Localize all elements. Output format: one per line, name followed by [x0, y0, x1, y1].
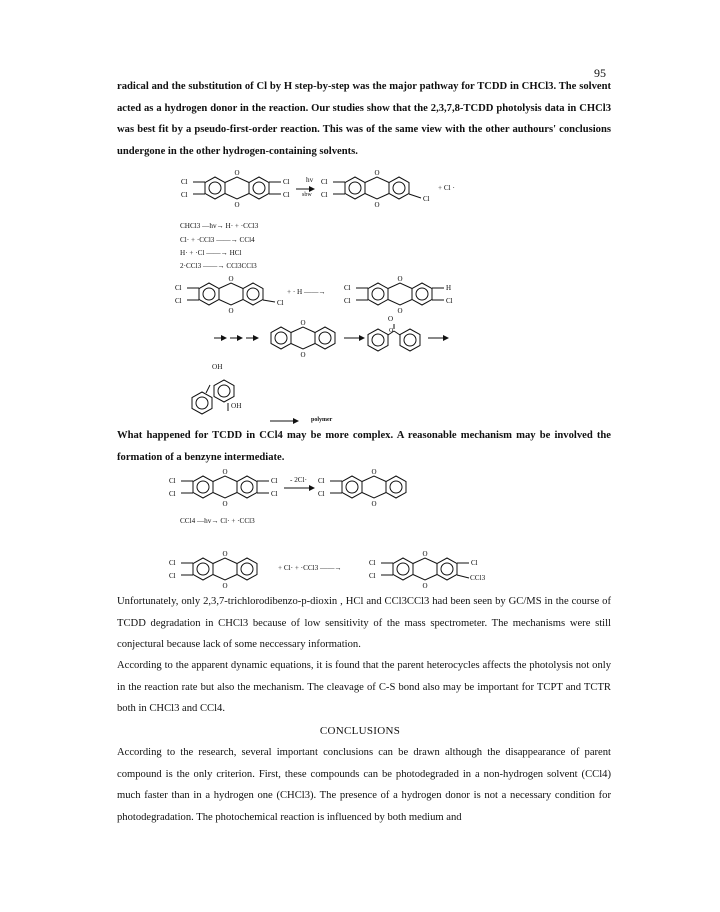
svg-text:Cl: Cl — [369, 572, 376, 580]
paragraph-1: radical and the substitution of Cl by H step-by-step was the major pathway for TCDD in CHCl3. The solvent acted as a hydrogen donor in the reaction. Our studies show that the 2,3,7,8-TCDD photolysis data in CHCl3 was best fit by a pseudo-first-order reaction. This was of the same view with the other authours' conclusions undergone in the other hydrogen-containing solvents. — [117, 81, 611, 157]
svg-text:O: O — [222, 468, 228, 476]
plus-cl-radical: + Cl · — [438, 184, 455, 192]
dibenzo-dioxin-structure — [271, 319, 335, 359]
ccl3-label: CCl3 — [470, 574, 486, 582]
trichloro-radical-structure-2 — [175, 275, 284, 315]
benzyne-structure — [318, 468, 406, 508]
rxn-line-1: CHCl3 —hv→ H· + ·CCl3 — [180, 222, 259, 230]
svg-text:O: O — [228, 275, 234, 283]
svg-text:Cl: Cl — [369, 559, 376, 567]
paragraph-3: Unfortunately, only 2,3,7-trichlorodibenzo-p-dioxin , HCl and CCl3CCl3 had been seen by GC/MS in the course of TCDD degradation in CHCl3 because of low sensitivity of the mass spectrometer. The mechanisms were still conjectural because lack of some neccessary information. — [117, 596, 611, 650]
svg-text:Cl: Cl — [344, 284, 351, 292]
svg-text:O: O — [300, 319, 306, 327]
svg-text:Cl: Cl — [181, 191, 188, 199]
svg-text:Cl: Cl — [271, 477, 278, 485]
trichloro-radical-structure — [321, 169, 430, 209]
plus-h-radical: + · H ——→ — [287, 288, 326, 296]
plus-cl-ccl3: + Cl· + ·CCl3 ——→ — [278, 564, 342, 572]
tcdd-structure — [181, 169, 290, 209]
svg-text:O: O — [422, 550, 428, 558]
paragraph-5: According to the research, several important conclusions can be drawn although the disappearance of parent compound is the only criterion. First, these compounds can be photodegraded in a non-hydrogen solvent (CCl4) much faster than in a hydrogen one (CHCl3). The presence of a hydrogen donor is not a necessary condition for photodegradation. The photochemical reaction is influenced by both medium and — [117, 747, 611, 823]
svg-text:Cl: Cl — [283, 178, 290, 186]
svg-text:Cl: Cl — [175, 284, 182, 292]
svg-text:O: O — [222, 550, 228, 558]
svg-text:Cl: Cl — [181, 178, 188, 186]
svg-text:Cl: Cl — [169, 559, 176, 567]
svg-text:O: O — [374, 201, 380, 209]
scheme-2 — [0, 462, 720, 592]
cond-sbw: sbw — [302, 192, 312, 198]
svg-text:O: O — [300, 351, 306, 359]
svg-text:O: O — [397, 275, 403, 283]
polymer-label: polymer — [311, 417, 333, 423]
hydroxy-diphenyl-ether-structure — [368, 324, 420, 351]
paragraph-2: What happened for TCDD in CCl4 may be more complex. A reasonable mechanism may be involved the formation of a benzyne intermediate. — [117, 430, 611, 463]
cond-hv: hv — [306, 176, 314, 184]
rxn-line-4: 2·CCl3 ——→ CCl3CCl3 — [180, 262, 257, 270]
svg-text:Cl: Cl — [169, 477, 176, 485]
svg-text:O: O — [371, 500, 377, 508]
rxn-line-2: Cl· + ·CCl3 ——→ CCl4 — [180, 236, 255, 244]
svg-text:Cl: Cl — [344, 297, 351, 305]
svg-text:O: O — [234, 201, 240, 209]
paragraph-4: According to the apparent dynamic equations, it is found that the parent heterocycles affects the photolysis not only in the reaction rate but also the mechanism. The cleavage of C-S bond also may be important for TCPT and TCTR both in CHCl3 and CCl4. — [117, 660, 611, 714]
svg-text:Cl: Cl — [175, 297, 182, 305]
cond-minus-2cl: - 2Cl· — [290, 476, 307, 484]
svg-text:Cl: Cl — [321, 178, 328, 186]
svg-text:Cl: Cl — [169, 490, 176, 498]
benzyne-structure-2 — [169, 550, 257, 590]
conclusions-heading: CONCLUSIONS — [319, 725, 401, 737]
svg-text:O: O — [371, 468, 377, 476]
svg-text:Cl: Cl — [471, 559, 478, 567]
svg-text:Cl: Cl — [318, 490, 325, 498]
svg-text:O: O — [389, 328, 394, 334]
oh-label-2: OH — [231, 402, 242, 410]
svg-text:H: H — [446, 284, 452, 292]
svg-text:Cl: Cl — [318, 477, 325, 485]
ccl4-photolysis: CCl4 —hv→ Cl· + ·CCl3 — [180, 517, 255, 525]
svg-text:O: O — [374, 169, 380, 177]
svg-text:Cl: Cl — [277, 299, 284, 307]
svg-text:Cl: Cl — [446, 297, 453, 305]
svg-text:Cl: Cl — [169, 572, 176, 580]
page-number: 95 — [594, 66, 606, 80]
svg-text:O: O — [228, 307, 234, 315]
tcdd-structure-2 — [169, 468, 278, 508]
svg-text:Cl: Cl — [283, 191, 290, 199]
svg-text:Cl: Cl — [271, 490, 278, 498]
svg-text:O: O — [222, 500, 228, 508]
svg-text:Cl: Cl — [321, 191, 328, 199]
oh-label: OH — [212, 363, 223, 371]
svg-text:O: O — [397, 307, 403, 315]
svg-text:Cl: Cl — [423, 195, 430, 203]
svg-text:O: O — [422, 582, 428, 590]
rxn-line-3: H· + ·Cl ——→ HCl — [180, 249, 242, 257]
svg-text:O: O — [234, 169, 240, 177]
trichloro-ccl3-structure — [369, 550, 478, 590]
biphenyl-diol-structure — [192, 380, 234, 414]
svg-text:O: O — [388, 315, 394, 323]
trichloro-dioxin-structure — [344, 275, 453, 315]
svg-text:O: O — [222, 582, 228, 590]
